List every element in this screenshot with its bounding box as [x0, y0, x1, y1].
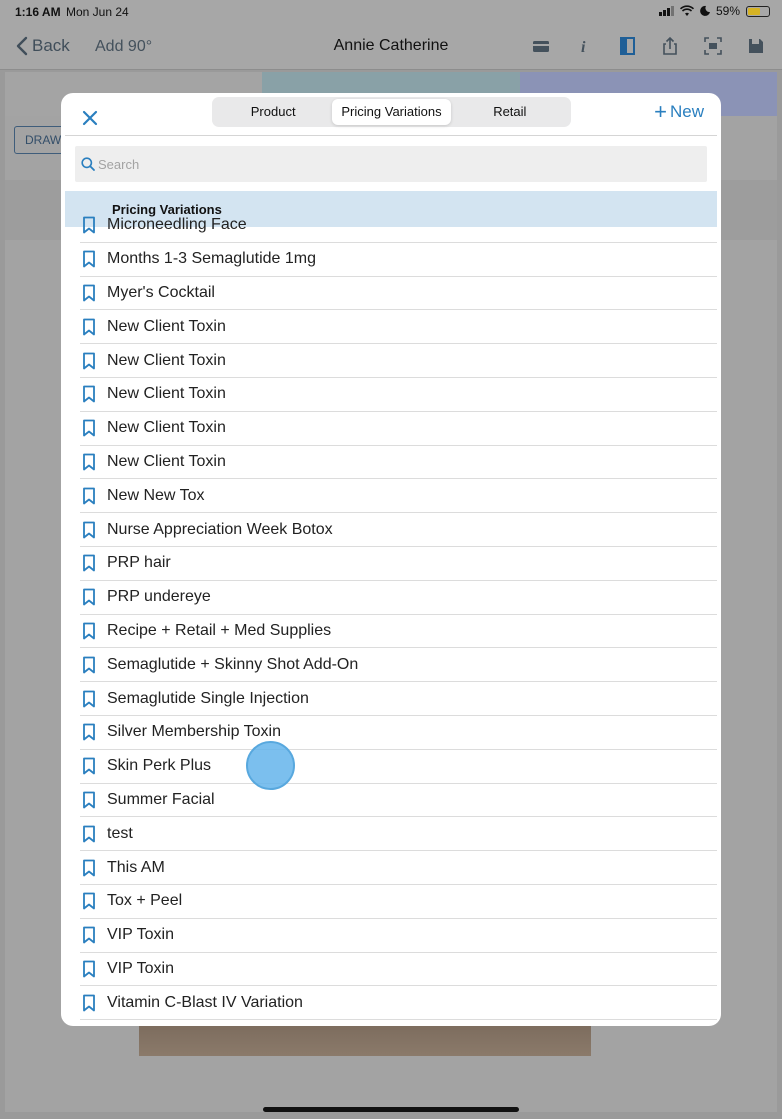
status-bar [0, 0, 782, 24]
section-header: Pricing Variations [65, 191, 717, 227]
list-item-label: Recipe + Retail + Med Supplies [107, 621, 332, 639]
info-icon[interactable] [574, 36, 594, 56]
bookmark-icon [82, 318, 96, 336]
bookmark-icon [82, 453, 96, 471]
list-item-label: Months 1-3 Semaglutide 1mg [107, 250, 316, 268]
list-item-label: PRP undereye [107, 588, 211, 606]
list-item[interactable] [80, 648, 717, 682]
list-item[interactable] [80, 209, 717, 243]
tab-product[interactable]: Product [250, 104, 296, 119]
list-item[interactable] [80, 716, 717, 750]
list-item-label: Skin Perk Plus [107, 757, 212, 775]
touch-indicator [246, 741, 295, 790]
bookmark-icon [82, 521, 96, 539]
list-item[interactable] [80, 986, 717, 1020]
list-item[interactable] [80, 919, 717, 953]
card-icon[interactable] [531, 36, 551, 56]
bookmark-icon [82, 216, 96, 234]
list-item[interactable] [80, 851, 717, 885]
list-item[interactable] [80, 277, 717, 311]
share-icon[interactable] [660, 36, 680, 56]
list-content [65, 209, 717, 1020]
list-item-label: This AM [107, 858, 165, 876]
list-item[interactable] [80, 412, 717, 446]
list-item[interactable] [80, 682, 717, 716]
home-indicator [263, 1107, 519, 1112]
bookmark-icon [82, 554, 96, 572]
save-icon[interactable] [746, 36, 766, 56]
search-icon [81, 157, 95, 171]
list-item-label: Semaglutide Single Injection [107, 689, 309, 707]
bookmark-icon [82, 859, 96, 877]
wifi-icon [680, 6, 694, 17]
list-item-label: VIP Toxin [107, 926, 175, 944]
segmented-control [212, 97, 571, 127]
bookmark-icon [82, 690, 96, 708]
signal-icon [659, 6, 674, 16]
status-time: 1:16 AM [15, 5, 61, 19]
list-item[interactable] [80, 615, 717, 649]
bookmark-icon [82, 284, 96, 302]
list-item[interactable] [80, 817, 717, 851]
new-button[interactable] [654, 99, 704, 124]
list-item[interactable] [80, 446, 717, 480]
book-icon[interactable] [617, 36, 637, 56]
bookmark-icon [82, 487, 96, 505]
nav-bar [0, 24, 782, 70]
scan-icon[interactable] [703, 36, 723, 56]
pricing-picker-modal [61, 93, 721, 1026]
nav-toolbar [531, 36, 766, 56]
search-input[interactable] [98, 157, 658, 172]
list-item-label: Nurse Appreciation Week Botox [107, 520, 333, 538]
svg-text:i: i [581, 39, 586, 56]
list-item-label: New Client Toxin [107, 385, 226, 403]
list-item[interactable] [80, 243, 717, 277]
bookmark-icon [82, 656, 96, 674]
bookmark-icon [82, 791, 96, 809]
list-item[interactable] [80, 750, 717, 784]
list-item[interactable] [80, 513, 717, 547]
list-item[interactable] [80, 784, 717, 818]
list-item-label: Silver Membership Toxin [107, 723, 281, 741]
list-item-label: Myer's Cocktail [107, 283, 215, 301]
bookmark-icon [82, 994, 96, 1012]
add-90-button[interactable]: Add 90° [95, 38, 153, 55]
bookmark-icon [82, 825, 96, 843]
list-item[interactable] [80, 479, 717, 513]
bookmark-icon [82, 892, 96, 910]
bookmark-icon [82, 757, 96, 775]
list-item-label: New Client Toxin [107, 419, 226, 437]
bookmark-icon [82, 723, 96, 741]
list-item-label: Semaglutide + Skinny Shot Add-On [107, 655, 359, 673]
list-item-label: Microneedling Face [107, 216, 247, 234]
new-label: New [669, 102, 704, 121]
list-item[interactable] [80, 581, 717, 615]
list-item-label: New Client Toxin [107, 317, 226, 335]
battery-icon [746, 6, 770, 17]
tab-pricing-variations[interactable]: Pricing Variations [332, 99, 450, 125]
list-item-label: Tox + Peel [107, 892, 183, 910]
bookmark-icon [82, 352, 96, 370]
plus-icon: + [654, 99, 667, 124]
modal-body [65, 135, 717, 1022]
list-item[interactable] [80, 547, 717, 581]
list-item[interactable] [80, 953, 717, 987]
moon-icon [700, 6, 710, 16]
list-item-label: New New Tox [107, 486, 205, 504]
tab-retail[interactable]: Retail [493, 104, 527, 119]
bookmark-icon [82, 622, 96, 640]
list-item-label: test [107, 824, 133, 842]
close-icon [81, 107, 99, 125]
page-title: Annie Catherine [333, 37, 449, 54]
list-item[interactable] [80, 344, 717, 378]
list-item-label: New Client Toxin [107, 452, 226, 470]
close-button[interactable] [81, 107, 99, 125]
battery-percent: 59% [715, 4, 740, 18]
bookmark-icon [82, 588, 96, 606]
bookmark-icon [82, 385, 96, 403]
bookmark-icon [82, 926, 96, 944]
bookmark-icon [82, 960, 96, 978]
status-right [659, 4, 770, 18]
status-date: Mon Jun 24 [66, 5, 129, 19]
bookmark-icon [82, 250, 96, 268]
draw-button: DRAW [14, 126, 68, 154]
list-item-label: Summer Facial [107, 790, 215, 808]
list-item[interactable] [80, 310, 717, 344]
search-bar[interactable] [75, 146, 707, 182]
list-item-label: VIP Toxin [107, 959, 175, 977]
list-item-label: PRP hair [107, 554, 171, 572]
back-label: Back [32, 36, 70, 55]
pricing-variations-list[interactable] [65, 216, 717, 1023]
list-item[interactable] [80, 378, 717, 412]
list-item-label: New Client Toxin [107, 351, 226, 369]
list-item[interactable] [80, 885, 717, 919]
bookmark-icon [82, 419, 96, 437]
list-item-label: Vitamin C-Blast IV Variation [107, 993, 303, 1011]
